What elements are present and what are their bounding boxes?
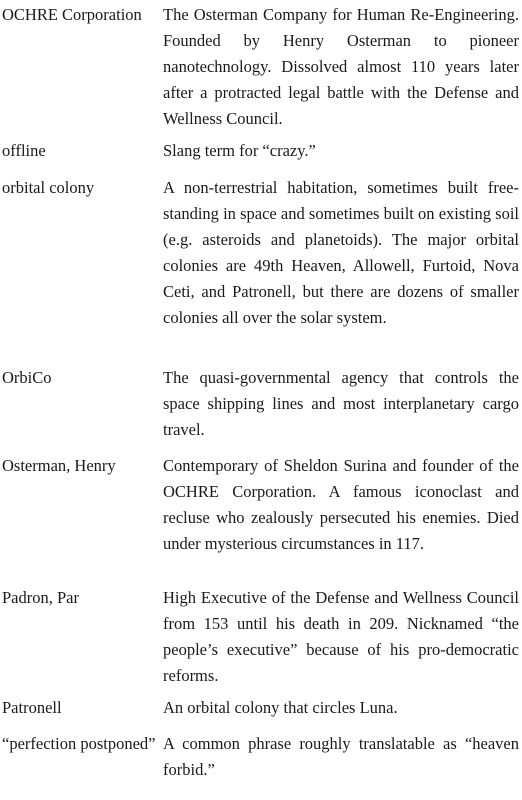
glossary-term: OrbiCo [2, 368, 52, 387]
glossary-definition: The Osterman Company for Human Re-Engineering. Founded by Henry Osterman to pioneer nanotechnology. Dissolved almost 110 years later after a protracted legal battle with the Defense and Wellness Council. [163, 5, 519, 128]
glossary-definition: Slang term for “crazy.” [163, 141, 316, 160]
glossary-term: offline [2, 141, 46, 160]
glossary-definition: High Executive of the Defense and Wellness Council from 153 until his death in 209. Nicknamed “the people’s executive” because of his pro-democratic reforms. [163, 588, 519, 685]
glossary-term: Patronell [2, 698, 62, 717]
glossary-definition: The quasi-governmental agency that controls the space shipping lines and most interplanetary cargo travel. [163, 368, 519, 439]
glossary-term: Padron, Par [2, 588, 79, 607]
glossary-definition: Contemporary of Sheldon Surina and founder of the OCHRE Corporation. A famous iconoclast and recluse who zealously persecuted his enemies. Died under mysterious circumstances in 117. [163, 456, 519, 553]
glossary-term: Osterman, Henry [2, 456, 116, 475]
glossary-definition: An orbital colony that circles Luna. [163, 698, 398, 717]
glossary-definition: A common phrase roughly translatable as “heaven forbid.” [163, 734, 519, 779]
glossary-term: orbital colony [2, 178, 95, 197]
glossary-term: OCHRE Corporation [2, 5, 142, 24]
glossary-definition: A non-terrestrial habitation, sometimes built free-standing in space and sometimes built on existing soil (e.g. asteroids and planetoids). The major orbital colonies are 49th Heaven, Allowell, Furtoid, Nova Ceti, and Patronell, but there are dozens of smaller colonies all over the solar system. [163, 178, 519, 327]
glossary-term: “perfection postponed” [2, 734, 156, 753]
